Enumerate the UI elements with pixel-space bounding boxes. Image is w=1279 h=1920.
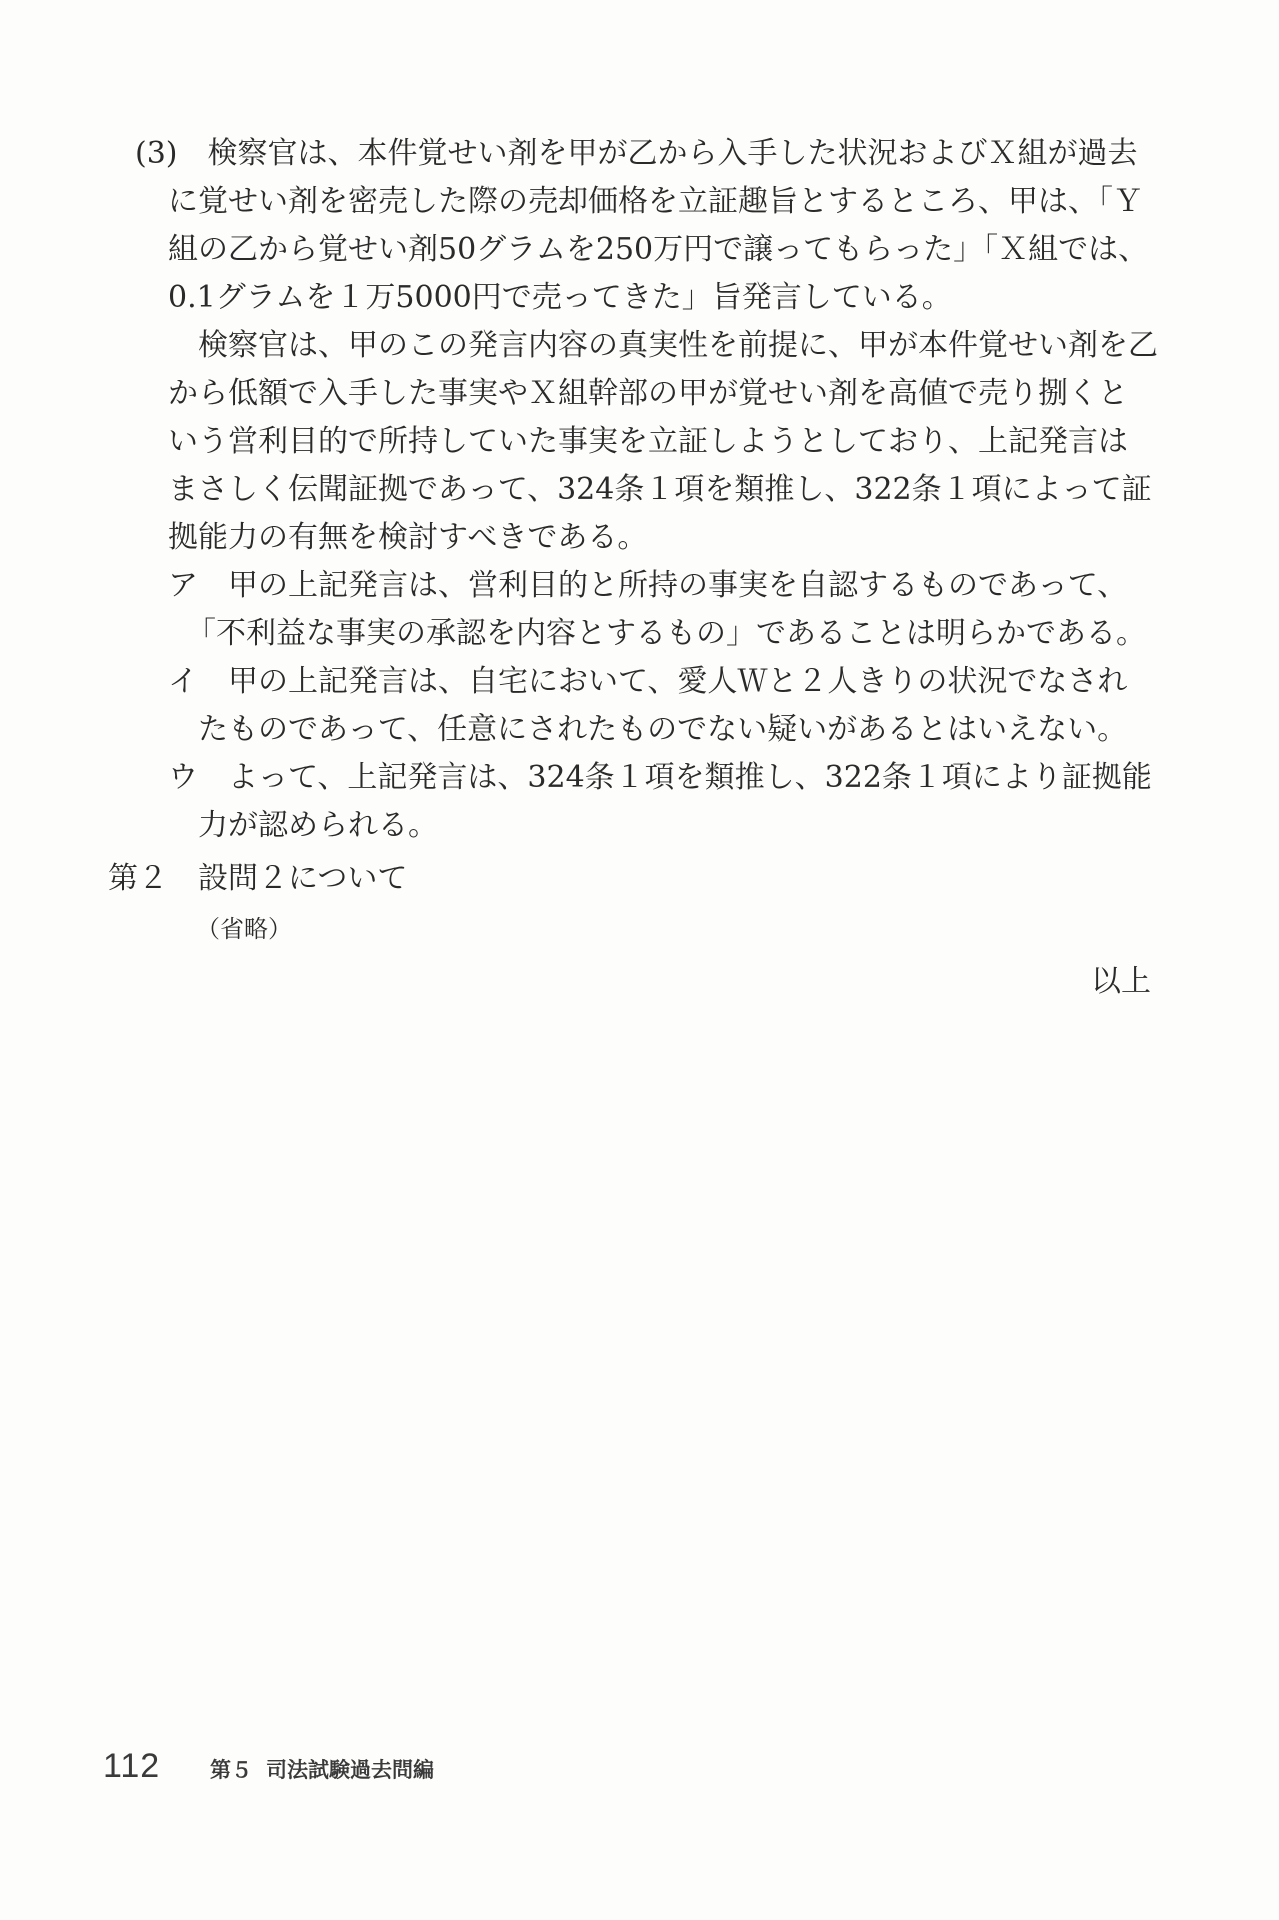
body-line: 力が認められる。 — [198, 808, 438, 843]
page-number: 112 — [103, 1747, 161, 1785]
body-line: ウ よって、上記発言は、324条１項を類推し、322条１項により証拠能 — [168, 760, 1152, 795]
omitted-note: （省略） — [196, 915, 292, 943]
body-line: から低額で入手した事実やＸ組幹部の甲が覚せい剤を高値で売り捌くと — [168, 376, 1128, 411]
body-line: に覚せい剤を密売した際の売却価格を立証趣旨とするところ、甲は、「Ｙ — [168, 184, 1143, 219]
body-line: 0.1グラムを１万5000円で売ってきた」旨発言している。 — [168, 280, 952, 315]
closing-text: 以上 — [1091, 964, 1151, 999]
body-line: いう営利目的で所持していた事実を立証しようとしており、上記発言は — [168, 424, 1128, 459]
section-heading: 第２ 設問２について — [108, 861, 408, 896]
chapter-title: 司法試験過去問編 — [266, 1758, 434, 1782]
body-line: 組の乙から覚せい剤50グラムを250万円で譲ってもらった」「Ｘ組では、 — [168, 232, 1149, 267]
body-line: たものであって、任意にされたものでない疑いがあるとはいえない。 — [198, 712, 1128, 747]
body-line: イ 甲の上記発言は、自宅において、愛人Ｗと２人きりの状況でなされ — [168, 664, 1128, 699]
running-footer — [210, 1754, 434, 1784]
body-line: まさしく伝聞証拠であって、324条１項を類推し、322条１項によって証 — [168, 472, 1152, 507]
body-line: (3) 検察官は、本件覚せい剤を甲が乙から入手した状況およびＸ組が過去 — [135, 136, 1138, 171]
body-line: 「不利益な事実の承認を内容とするもの」であることは明らかである。 — [186, 616, 1146, 651]
body-line: 拠能力の有無を検討すべきである。 — [168, 520, 648, 555]
body-line: 検察官は、甲のこの発言内容の真実性を前提に、甲が本件覚せい剤を乙 — [198, 328, 1158, 363]
chapter-label: 第５ — [210, 1758, 252, 1782]
body-line: ア 甲の上記発言は、営利目的と所持の事実を自認するものであって、 — [168, 568, 1128, 603]
